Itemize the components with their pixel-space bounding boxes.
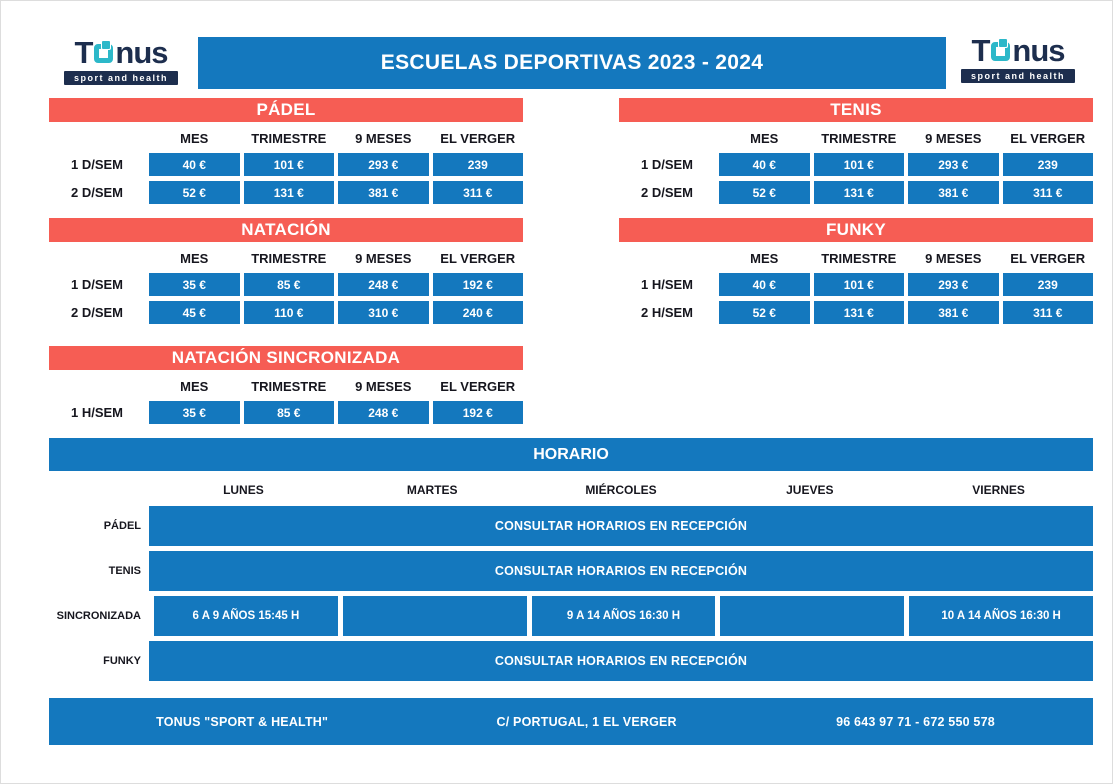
price-cell: 35 € — [149, 401, 240, 424]
price-cell: 311 € — [433, 181, 524, 204]
row-label: 1 D/SEM — [640, 157, 693, 172]
price-cell: 239 — [1003, 153, 1094, 176]
price-cell: 381 € — [338, 181, 429, 204]
column-header: TRIMESTRE — [821, 130, 897, 146]
price-cell: 35 € — [149, 273, 240, 296]
price-cell: 381 € — [908, 181, 999, 204]
schedule-cell — [720, 596, 904, 636]
price-cell: 240 € — [433, 301, 524, 324]
row-label: 1 D/SEM — [70, 157, 123, 172]
schedule-rows — [49, 506, 1093, 681]
price-cell: 310 € — [338, 301, 429, 324]
schedule-row — [49, 506, 1093, 546]
tonus-logo-right — [948, 35, 1088, 83]
row-label: 1 D/SEM — [70, 277, 123, 292]
price-table-funky — [619, 218, 1093, 324]
footer-bar — [49, 698, 1093, 745]
price-table-tenis — [619, 98, 1093, 204]
price-cell: 110 € — [244, 301, 335, 324]
schedule-note-cell: CONSULTAR HORARIOS EN RECEPCIÓN — [149, 641, 1093, 681]
column-spacer — [619, 248, 715, 268]
price-cell: 52 € — [149, 181, 240, 204]
price-cell: 101 € — [814, 273, 905, 296]
schedule-cell: 6 A 9 AÑOS 15:45 H — [154, 596, 338, 636]
tonus-logo-wordmark — [74, 37, 167, 69]
column-header: MES — [180, 378, 209, 394]
schedule-cell — [343, 596, 527, 636]
price-cell: 45 € — [149, 301, 240, 324]
table-title-banner: NATACIÓN — [49, 218, 523, 242]
schedule-note-cell: CONSULTAR HORARIOS EN RECEPCIÓN — [149, 551, 1093, 591]
day-header: VIERNES — [972, 483, 1025, 497]
price-cell: 52 € — [719, 301, 810, 324]
price-cell: 248 € — [338, 401, 429, 424]
tonus-logo-left — [51, 37, 191, 85]
price-cell: 85 € — [244, 273, 335, 296]
schedule-cell: 10 A 14 AÑOS 16:30 H — [909, 596, 1093, 636]
price-grid — [49, 248, 523, 324]
logo-tagline: sport and health — [64, 71, 178, 85]
footer-address: C/ PORTUGAL, 1 EL VERGER — [496, 714, 677, 729]
logo-tagline: sport and health — [961, 69, 1075, 83]
price-table-natacion — [49, 218, 523, 324]
price-cell: 293 € — [908, 273, 999, 296]
table-title-banner: TENIS — [619, 98, 1093, 122]
column-header: TRIMESTRE — [251, 378, 327, 394]
day-header-row — [49, 479, 1093, 501]
schedule-cell: 9 A 14 AÑOS 16:30 H — [532, 596, 716, 636]
price-grid — [619, 248, 1093, 324]
price-cell: 40 € — [149, 153, 240, 176]
column-header: EL VERGER — [440, 130, 516, 146]
price-table-padel — [49, 98, 523, 204]
horario-title-banner: HORARIO — [49, 438, 1093, 471]
price-cell: 311 € — [1003, 181, 1094, 204]
table-title-banner: PÁDEL — [49, 98, 523, 122]
price-table-natacion-sincronizada — [49, 346, 523, 424]
day-header: MARTES — [406, 483, 458, 497]
logo-letter-t: T — [971, 33, 990, 68]
schedule-row-label: FUNKY — [103, 655, 141, 667]
price-cell: 192 € — [433, 401, 524, 424]
column-header: 9 MESES — [355, 130, 412, 146]
price-cell: 131 € — [244, 181, 335, 204]
row-label: 1 H/SEM — [640, 277, 693, 292]
row-label: 1 H/SEM — [70, 405, 123, 420]
schedule-row — [49, 641, 1093, 681]
schedule-row-label: SINCRONIZADA — [56, 610, 141, 622]
day-header: MIÉRCOLES — [585, 483, 657, 497]
column-header: TRIMESTRE — [251, 130, 327, 146]
column-header: 9 MESES — [925, 250, 982, 266]
table-title-banner: NATACIÓN SINCRONIZADA — [49, 346, 523, 370]
price-cell: 131 € — [814, 301, 905, 324]
price-cell: 293 € — [338, 153, 429, 176]
column-header: EL VERGER — [1010, 130, 1086, 146]
column-header: EL VERGER — [1010, 250, 1086, 266]
page-title: ESCUELAS DEPORTIVAS 2023 - 2024 — [198, 37, 946, 89]
logo-letters-nus: nus — [115, 35, 168, 70]
price-grid — [49, 128, 523, 204]
column-header: MES — [180, 250, 209, 266]
price-cell: 192 € — [433, 273, 524, 296]
column-header: 9 MESES — [355, 250, 412, 266]
footer-business-name: TONUS "SPORT & HEALTH" — [156, 714, 329, 729]
row-label: 2 D/SEM — [640, 185, 693, 200]
day-header: LUNES — [223, 483, 264, 497]
row-label: 2 D/SEM — [70, 305, 123, 320]
column-spacer — [49, 128, 145, 148]
logo-o-icon — [991, 42, 1010, 61]
schedule-row — [49, 551, 1093, 591]
price-cell: 40 € — [719, 273, 810, 296]
row-label: 2 H/SEM — [640, 305, 693, 320]
price-grid — [49, 376, 523, 424]
column-header: TRIMESTRE — [821, 250, 897, 266]
column-header: EL VERGER — [440, 250, 516, 266]
column-header: MES — [750, 130, 779, 146]
price-cell: 52 € — [719, 181, 810, 204]
schedule-row — [49, 596, 1093, 636]
logo-letter-t: T — [74, 35, 93, 70]
price-cell: 239 — [1003, 273, 1094, 296]
price-cell: 85 € — [244, 401, 335, 424]
column-header: MES — [180, 130, 209, 146]
footer-phones: 96 643 97 71 - 672 550 578 — [836, 714, 995, 729]
schedule-note-cell: CONSULTAR HORARIOS EN RECEPCIÓN — [149, 506, 1093, 546]
price-cell: 381 € — [908, 301, 999, 324]
schedule-row-label: TENIS — [108, 565, 141, 577]
column-header: 9 MESES — [925, 130, 982, 146]
price-cell: 101 € — [244, 153, 335, 176]
price-cell: 40 € — [719, 153, 810, 176]
table-title-banner: FUNKY — [619, 218, 1093, 242]
column-header: TRIMESTRE — [251, 250, 327, 266]
schedule-row-label: PÁDEL — [103, 520, 141, 532]
logo-letters-nus: nus — [1012, 33, 1065, 68]
column-header: MES — [750, 250, 779, 266]
column-spacer — [619, 128, 715, 148]
price-cell: 101 € — [814, 153, 905, 176]
tonus-logo-wordmark — [971, 35, 1064, 67]
day-header: JUEVES — [786, 483, 834, 497]
price-grid — [619, 128, 1093, 204]
row-label: 2 D/SEM — [70, 185, 123, 200]
price-cell: 131 € — [814, 181, 905, 204]
price-cell: 239 — [433, 153, 524, 176]
price-cell: 293 € — [908, 153, 999, 176]
price-cell: 248 € — [338, 273, 429, 296]
column-spacer — [49, 376, 145, 396]
column-header: EL VERGER — [440, 378, 516, 394]
day-spacer — [49, 479, 149, 501]
column-spacer — [49, 248, 145, 268]
logo-o-icon — [94, 44, 113, 63]
price-cell: 311 € — [1003, 301, 1094, 324]
column-header: 9 MESES — [355, 378, 412, 394]
